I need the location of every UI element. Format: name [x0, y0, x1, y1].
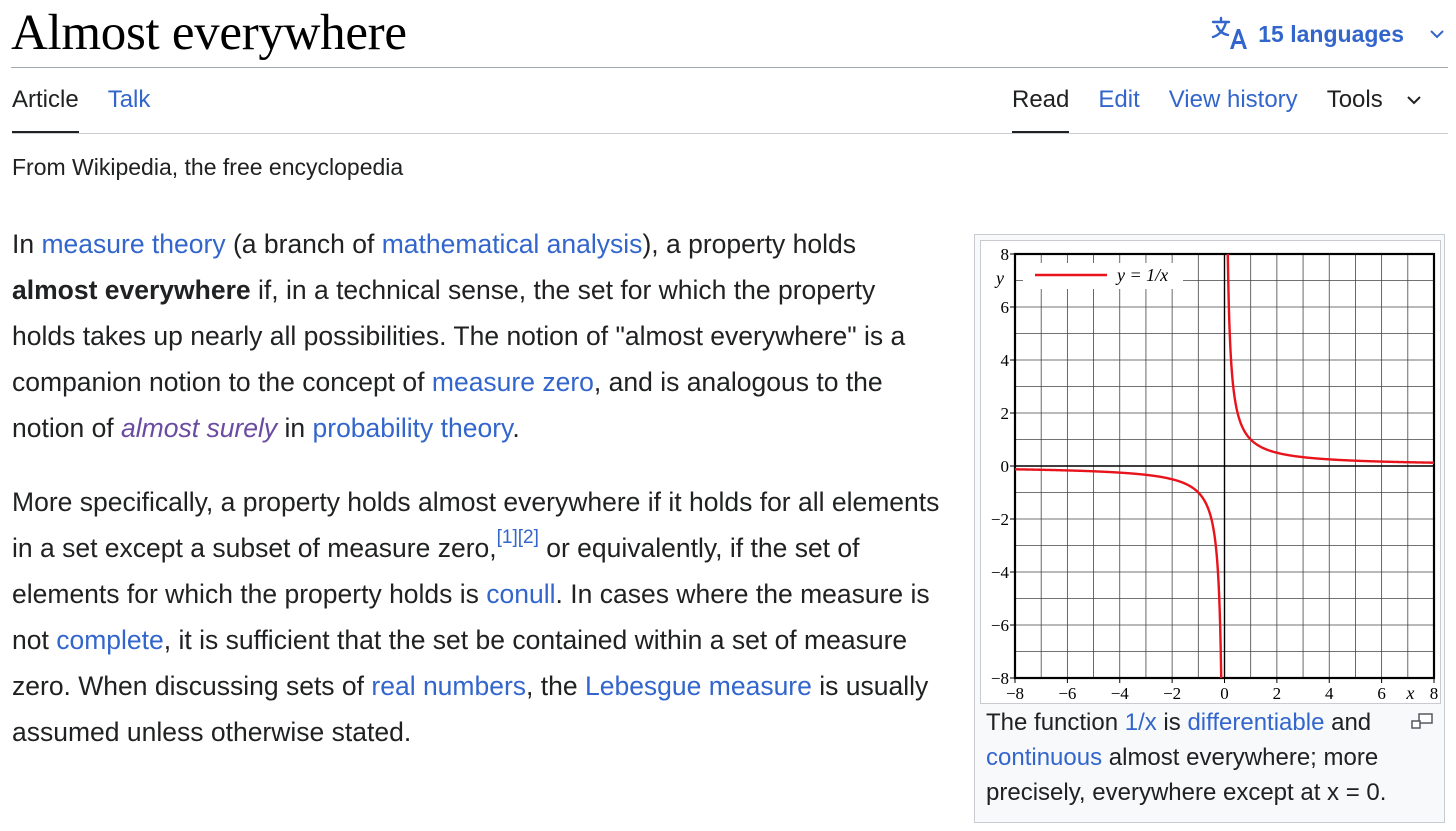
series-line-positive-branch — [1228, 254, 1434, 463]
x-tick-label: 6 — [1377, 684, 1386, 703]
x-tick-label: −6 — [1058, 684, 1077, 703]
text: ), a property holds — [642, 229, 857, 259]
link-almost-surely-text: almost surely — [121, 413, 278, 443]
text: (a branch of — [225, 229, 382, 259]
chevron-down-icon — [1405, 91, 1423, 109]
x-axis-label: x — [1406, 683, 1415, 703]
legend-label: y = 1/x — [1117, 265, 1169, 285]
text: in — [277, 413, 313, 443]
languages-button[interactable] — [1210, 14, 1446, 54]
link-continuous[interactable]: continuous — [986, 744, 1103, 771]
figure-caption — [986, 705, 1426, 810]
link-mathematical-analysis[interactable]: mathematical analysis — [381, 229, 643, 259]
translate-icon — [1210, 16, 1248, 52]
text: almost everywhere; more precisely, everywhere except at x = 0. — [986, 744, 1387, 806]
languages-label: 15 languages — [1258, 20, 1404, 47]
figure-box — [974, 234, 1445, 823]
y-tick-label: −8 — [990, 669, 1009, 688]
tabs-divider — [12, 133, 1448, 134]
link-complete[interactable]: complete — [56, 625, 164, 655]
text: is usually assumed unless otherwise stated. — [12, 671, 929, 747]
link-conull[interactable]: conull — [486, 579, 556, 609]
x-tick-label: 0 — [1220, 684, 1229, 703]
text: if, in a technical sense, the set for which the property holds takes up nearly all possibilities. The notion of "almost everywhere" is a companion notion to the concept of — [12, 275, 906, 397]
text: , the — [526, 671, 585, 701]
tab-talk[interactable] — [108, 68, 151, 132]
y-tick-label: 4 — [1000, 351, 1009, 370]
link-measure-zero[interactable]: measure zero — [431, 367, 594, 397]
namespace-tabs — [12, 68, 179, 134]
y-tick-label: 8 — [1000, 245, 1009, 264]
article-body — [12, 221, 942, 783]
text: . — [512, 413, 520, 443]
link-differentiable[interactable]: differentiable — [1187, 709, 1325, 736]
citation-1[interactable]: [1] — [496, 527, 518, 548]
x-tick-label: −4 — [1110, 684, 1129, 703]
citations — [497, 527, 539, 548]
text: In — [12, 229, 42, 259]
link-1-over-x[interactable]: 1/x — [1124, 709, 1157, 736]
tab-article[interactable] — [12, 68, 79, 132]
x-tick-label: −8 — [1005, 684, 1025, 703]
figure-image[interactable] — [980, 240, 1441, 704]
tab-read-label: Read — [1012, 86, 1070, 113]
link-almost-surely[interactable] — [121, 413, 277, 443]
tools-menu[interactable] — [1327, 68, 1423, 132]
citation-2[interactable]: [2] — [517, 527, 539, 548]
y-tick-label: −4 — [990, 563, 1009, 582]
tab-talk-label: Talk — [107, 86, 151, 113]
text: The function — [986, 709, 1125, 736]
tab-view-history-label: View history — [1168, 86, 1298, 113]
x-tick-label: −2 — [1163, 684, 1182, 703]
paragraph-2 — [12, 479, 942, 755]
y-tick-label: −2 — [990, 510, 1009, 529]
x-tick-label: 8 — [1429, 684, 1439, 703]
paragraph-1 — [12, 221, 942, 451]
text: More specifically, a property holds almost everywhere if it holds for all elements in a set except a subset of measure zero, — [12, 487, 940, 563]
y-axis-label: y — [996, 267, 1004, 288]
y-tick-label: 6 — [1000, 298, 1009, 317]
y-tick-label: 0 — [1000, 457, 1009, 476]
tools-label: Tools — [1326, 86, 1383, 113]
text: . In cases where the measure is not — [12, 579, 930, 655]
y-tick-label: 2 — [1000, 404, 1009, 423]
text: and — [1324, 709, 1372, 736]
bold-term: almost everywhere — [12, 275, 251, 305]
tab-view-history[interactable] — [1169, 68, 1298, 132]
view-tabs — [1012, 68, 1423, 134]
x-tick-label: 4 — [1325, 684, 1334, 703]
tab-edit-label: Edit — [1098, 86, 1140, 113]
site-tagline: From Wikipedia, the free encyclopedia — [12, 154, 404, 180]
reciprocal-plot — [981, 241, 1440, 703]
tab-edit[interactable] — [1098, 68, 1139, 132]
link-measure-theory[interactable]: measure theory — [41, 229, 226, 259]
y-tick-label: −6 — [990, 616, 1009, 635]
link-real-numbers[interactable]: real numbers — [371, 671, 527, 701]
chevron-down-icon — [1428, 25, 1446, 43]
text: is — [1156, 709, 1188, 736]
text: , it is sufficient that the set be contained within a set of measure zero. When discussing sets of — [12, 625, 908, 701]
page-title: Almost everywhere — [11, 5, 407, 61]
link-probability-theory[interactable]: probability theory — [312, 413, 513, 443]
link-lebesgue-measure[interactable]: Lebesgue measure — [584, 671, 812, 701]
tab-article-label: Article — [12, 86, 79, 113]
x-tick-label: 2 — [1272, 684, 1282, 703]
text: or equivalently, if the set of elements for which the property holds is — [12, 533, 860, 609]
series-line-negative-branch — [1015, 469, 1221, 678]
text: , and is analogous to the notion of — [12, 367, 883, 443]
tab-read[interactable] — [1012, 68, 1069, 132]
